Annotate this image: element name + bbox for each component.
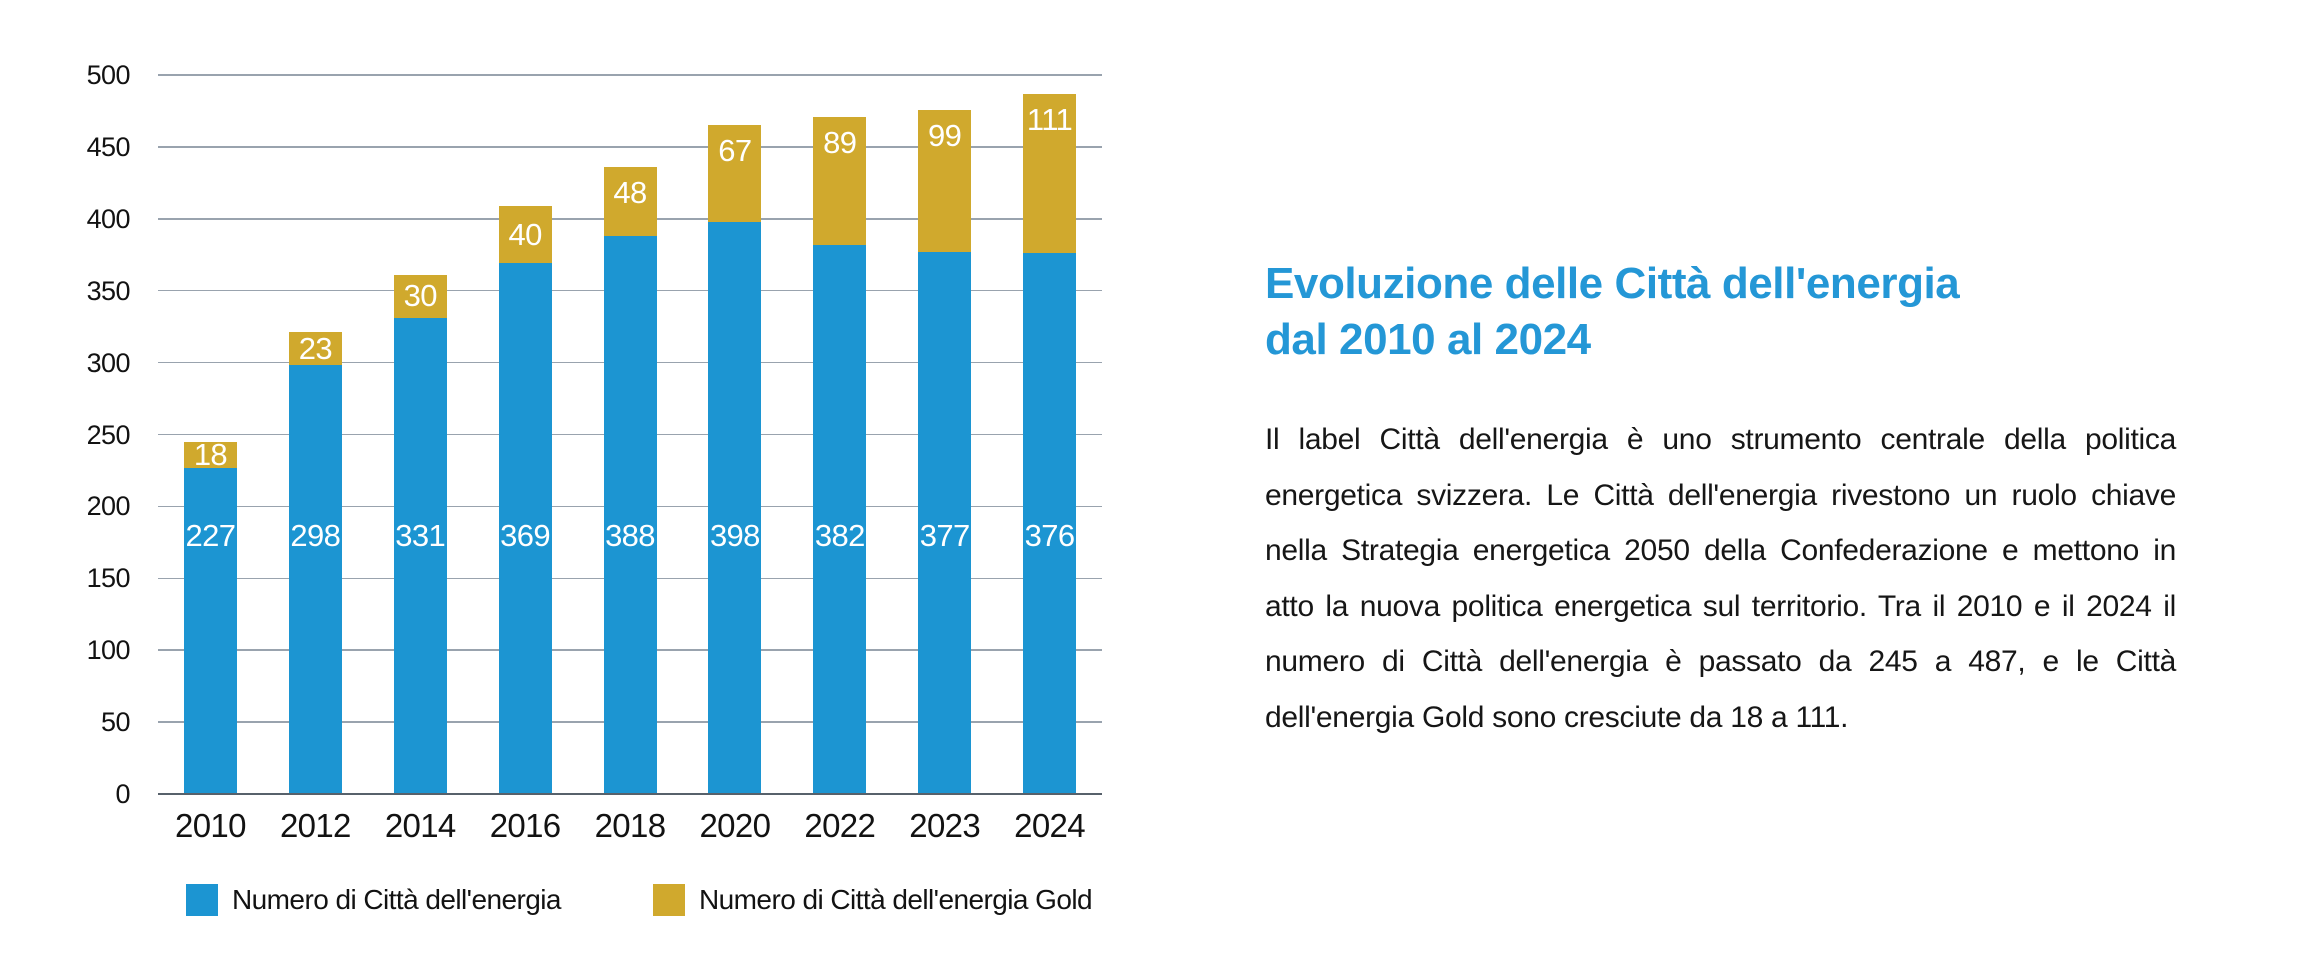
bar-segment-gold-2014 bbox=[394, 275, 447, 318]
section-title bbox=[1265, 256, 2176, 368]
blue-value-label-2020: 398 bbox=[709, 518, 760, 553]
legend-swatch-gold bbox=[653, 884, 685, 916]
y-tick-label-0: 0 bbox=[115, 779, 130, 809]
blue-value-label-2024: 376 bbox=[1024, 518, 1075, 553]
bar-segment-blue-2012 bbox=[289, 365, 342, 794]
y-tick-label-500: 500 bbox=[86, 60, 130, 90]
bar-group-2020 bbox=[708, 125, 761, 794]
bar-group-2018 bbox=[604, 167, 657, 794]
x-tick-label-2018: 2018 bbox=[594, 807, 666, 844]
text-column bbox=[1265, 256, 2176, 745]
bar-segment-gold-2024 bbox=[1023, 94, 1076, 254]
x-tick-label-2024: 2024 bbox=[1014, 807, 1085, 844]
gold-value-label-2020: 67 bbox=[718, 133, 752, 169]
x-axis-baseline bbox=[158, 793, 1102, 795]
x-tick-label-2016: 2016 bbox=[489, 807, 561, 844]
chart-legend bbox=[0, 878, 1160, 922]
bar-group-2012 bbox=[289, 332, 342, 794]
bar-group-2022 bbox=[813, 117, 866, 794]
bars-layer bbox=[158, 75, 1102, 794]
blue-value-label-2022: 382 bbox=[814, 518, 865, 553]
gold-value-label-2016: 40 bbox=[508, 216, 542, 252]
blue-value-label-2014: 331 bbox=[395, 518, 446, 553]
blue-value-label-2023: 377 bbox=[919, 518, 970, 553]
x-tick-label-2020: 2020 bbox=[699, 807, 771, 844]
legend-item-blue bbox=[186, 878, 561, 922]
bar-segment-gold-2012 bbox=[289, 332, 342, 365]
gold-value-label-2022: 89 bbox=[823, 124, 857, 160]
y-tick-label-200: 200 bbox=[86, 491, 130, 522]
bar-segment-gold-2023 bbox=[918, 110, 971, 252]
bar-segment-gold-2022 bbox=[813, 117, 866, 245]
x-tick-label-2012: 2012 bbox=[279, 807, 351, 844]
y-tick-label-100: 100 bbox=[86, 635, 130, 666]
gold-value-label-2024: 111 bbox=[1026, 101, 1073, 137]
bar-group-2016 bbox=[499, 206, 552, 794]
blue-value-label-2018: 388 bbox=[605, 518, 655, 553]
bar-segment-blue-2018 bbox=[604, 236, 657, 794]
blue-value-label-2016: 369 bbox=[500, 518, 551, 553]
bar-group-2014 bbox=[394, 275, 447, 794]
gold-value-label-2012: 23 bbox=[298, 330, 332, 366]
section-title-line1: Evoluzione delle Città dell'energia bbox=[1265, 259, 1960, 308]
bar-segment-blue-2014 bbox=[394, 318, 447, 794]
gold-value-label-2014: 30 bbox=[403, 278, 437, 314]
legend-label-gold: Numero di Città dell'energia Gold bbox=[699, 884, 1093, 915]
bar-segment-gold-2020 bbox=[708, 125, 761, 221]
x-tick-label-2014: 2014 bbox=[384, 807, 456, 844]
y-tick-label-350: 350 bbox=[86, 275, 130, 306]
y-tick-label-50: 50 bbox=[101, 707, 130, 738]
blue-value-label-2010: 227 bbox=[185, 518, 236, 553]
x-tick-label-2023: 2023 bbox=[909, 807, 981, 844]
legend-swatch-blue bbox=[186, 884, 218, 916]
bar-segment-gold-2018 bbox=[604, 167, 657, 236]
bar-segment-gold-2016 bbox=[499, 206, 552, 264]
gold-value-label-2010: 18 bbox=[193, 436, 228, 472]
bar-group-2023 bbox=[918, 110, 971, 794]
y-tick-label-300: 300 bbox=[86, 347, 130, 378]
y-tick-label-250: 250 bbox=[86, 419, 130, 450]
legend-item-gold bbox=[653, 878, 1092, 922]
gold-value-label-2023: 99 bbox=[928, 117, 962, 153]
y-tick-label-150: 150 bbox=[86, 563, 130, 594]
bar-segment-gold-2010 bbox=[184, 436, 237, 472]
legend-label-blue: Numero di Città dell'energia bbox=[232, 884, 561, 915]
section-title-line2: dal 2010 al 2024 bbox=[1265, 315, 1591, 364]
bar-segment-blue-2020 bbox=[708, 222, 761, 794]
y-tick-label-450: 450 bbox=[86, 131, 130, 162]
section-paragraph: Il label Città dell'energia è uno strumento centrale della politica energetica svizzera. Le Città dell'energia rivestono un ruolo chiave nella Strategia energetica 2050 della Confederazione e mettono in atto la nuova politica energetica sul territorio. Tra il 2010 e il 2024 il numero di Città dell'energia è passato da 245 a 487, e le Città dell'energia Gold sono cresciute da 18 a 111. bbox=[1265, 423, 2176, 734]
blue-value-label-2012: 298 bbox=[290, 518, 341, 553]
bar-group-2024 bbox=[1023, 94, 1076, 794]
bar-segment-blue-2010 bbox=[184, 468, 237, 794]
bar-group-2010 bbox=[184, 436, 237, 794]
x-tick-label-2010: 2010 bbox=[175, 807, 246, 844]
y-tick-label-400: 400 bbox=[86, 203, 130, 234]
x-tick-label-2022: 2022 bbox=[804, 807, 876, 844]
gold-value-label-2018: 48 bbox=[613, 175, 647, 211]
